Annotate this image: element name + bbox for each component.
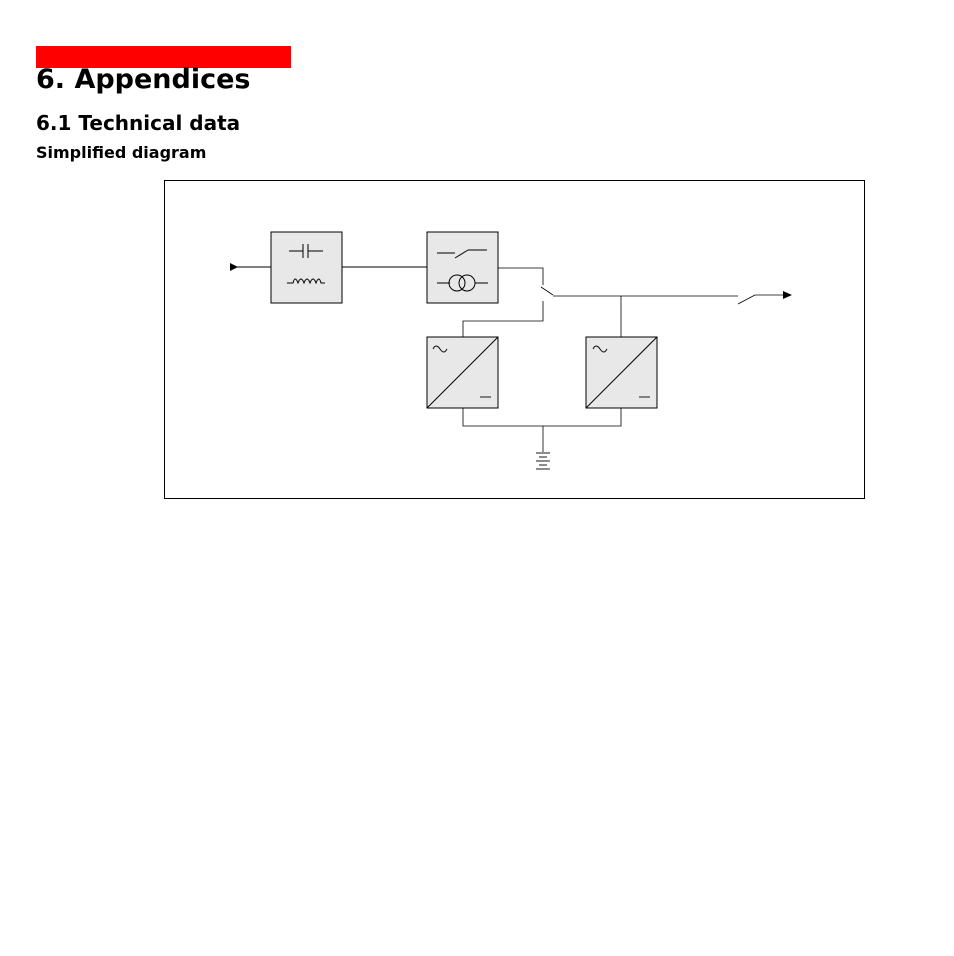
diagram-canvas: [165, 181, 866, 500]
battery-icon: [536, 453, 550, 469]
static-switch-icon: [541, 287, 553, 295]
rectifier-block: [427, 337, 498, 408]
simplified-diagram: [164, 180, 865, 499]
output-arrow-icon: [755, 291, 792, 299]
input-arrow-icon: [230, 263, 271, 271]
subsection-title: Simplified diagram: [36, 143, 207, 162]
filter-block: [271, 232, 342, 303]
chapter-title: 6. Appendices: [36, 64, 251, 95]
section-title: 6.1 Technical data: [36, 111, 241, 135]
inverter-block: [586, 337, 657, 408]
output-switch-icon: [738, 295, 755, 304]
bypass-block: [427, 232, 498, 303]
